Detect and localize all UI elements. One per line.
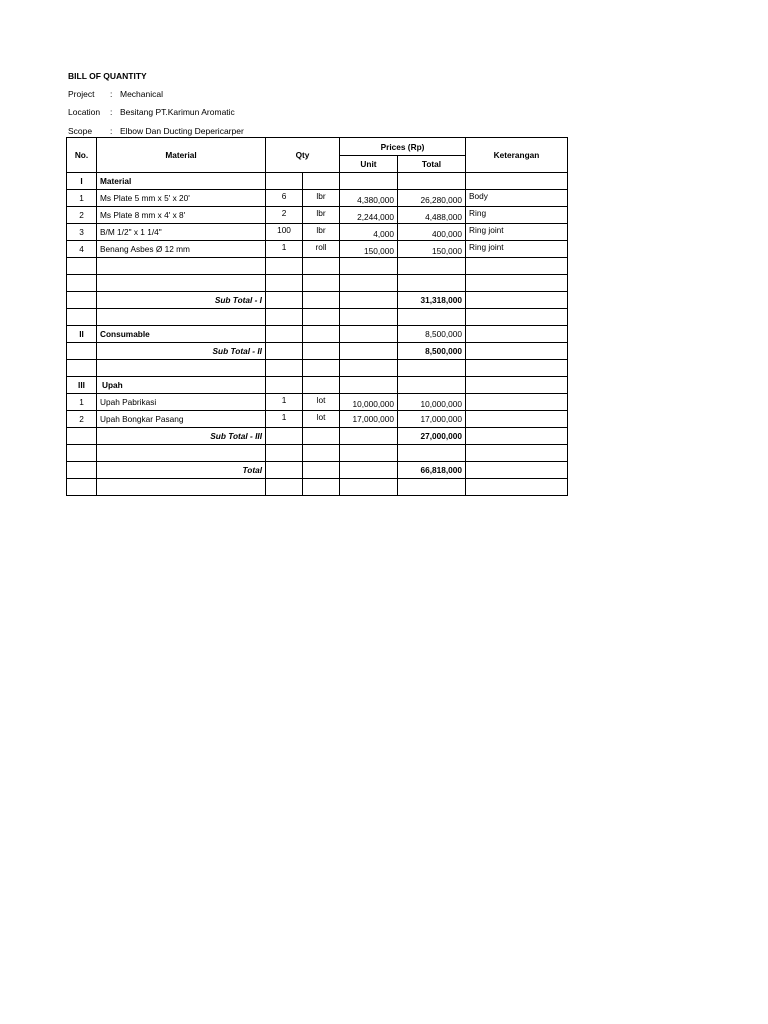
header-row <box>67 138 568 156</box>
section-no: III <box>67 377 97 394</box>
header-qty: Qty <box>266 138 340 173</box>
meta-value: Mechanical <box>120 89 163 99</box>
item-qty: 100 <box>266 224 303 241</box>
header-keterangan: Keterangan <box>466 138 568 173</box>
boq-table <box>66 137 568 496</box>
header-unit: Unit <box>340 156 398 173</box>
item-material: Upah Bongkar Pasang <box>97 411 266 428</box>
section-title: Upah <box>97 377 266 394</box>
header-material: Material <box>97 138 266 173</box>
grand-total-row <box>67 462 568 479</box>
item-uom: lot <box>303 411 340 428</box>
item-total: 10,000,000 <box>398 394 466 411</box>
meta-value: Elbow Dan Ducting Depericarper <box>120 126 244 136</box>
subtotal-label: Sub Total - III <box>97 428 266 445</box>
item-qty: 1 <box>266 241 303 258</box>
empty-row <box>67 275 568 292</box>
section-no: I <box>67 173 97 190</box>
table-row <box>67 394 568 411</box>
meta-colon: : <box>110 89 113 99</box>
meta-label: Location <box>68 107 101 117</box>
item-uom: lbr <box>303 207 340 224</box>
meta-colon: : <box>110 107 113 117</box>
grand-total-label: Total <box>97 462 266 479</box>
subtotal-value: 31,318,000 <box>398 292 466 309</box>
item-total: 26,280,000 <box>398 190 466 207</box>
item-uom: roll <box>303 241 340 258</box>
header-total: Total <box>398 156 466 173</box>
section-title: Consumable <box>97 326 266 343</box>
item-total: 17,000,000 <box>398 411 466 428</box>
item-no: 1 <box>67 394 97 411</box>
item-uom: lot <box>303 394 340 411</box>
item-unit-price: 150,000 <box>340 241 398 258</box>
item-unit-price: 4,000 <box>340 224 398 241</box>
subtotal-row <box>67 428 568 445</box>
item-total: 150,000 <box>398 241 466 258</box>
empty-row <box>67 479 568 496</box>
meta-colon: : <box>110 126 113 136</box>
item-qty: 1 <box>266 411 303 428</box>
item-keterangan: Ring joint <box>466 241 568 258</box>
section-row <box>67 377 568 394</box>
item-total: 4,488,000 <box>398 207 466 224</box>
section-row <box>67 326 568 343</box>
table-row <box>67 411 568 428</box>
item-qty: 2 <box>266 207 303 224</box>
table-row <box>67 207 568 224</box>
subtotal-value: 27,000,000 <box>398 428 466 445</box>
item-no: 2 <box>67 411 97 428</box>
item-total: 400,000 <box>398 224 466 241</box>
empty-row <box>67 360 568 377</box>
section-no: II <box>67 326 97 343</box>
meta-label: Project <box>68 89 95 99</box>
item-no: 1 <box>67 190 97 207</box>
subtotal-label: Sub Total - I <box>97 292 266 309</box>
section-row <box>67 173 568 190</box>
item-unit-price: 10,000,000 <box>340 394 398 411</box>
subtotal-row <box>67 292 568 309</box>
item-keterangan: Body <box>466 190 568 207</box>
item-material: B/M 1/2" x 1 1/4" <box>97 224 266 241</box>
section-title: Material <box>97 173 266 190</box>
header-prices: Prices (Rp) <box>340 138 466 156</box>
subtotal-value: 8,500,000 <box>398 343 466 360</box>
subtotal-label: Sub Total - II <box>97 343 266 360</box>
item-uom: lbr <box>303 224 340 241</box>
table-row <box>67 241 568 258</box>
empty-row <box>67 445 568 462</box>
item-keterangan: Ring <box>466 207 568 224</box>
item-unit-price: 2,244,000 <box>340 207 398 224</box>
table-row <box>67 224 568 241</box>
item-unit-price: 4,380,000 <box>340 190 398 207</box>
document-title: BILL OF QUANTITY <box>68 71 147 81</box>
item-keterangan: Ring joint <box>466 224 568 241</box>
empty-row <box>67 309 568 326</box>
subtotal-row <box>67 343 568 360</box>
item-unit-price: 17,000,000 <box>340 411 398 428</box>
item-material: Benang Asbes Ø 12 mm <box>97 241 266 258</box>
item-no: 2 <box>67 207 97 224</box>
item-uom: lbr <box>303 190 340 207</box>
item-material: Ms Plate 8 mm x 4' x 8' <box>97 207 266 224</box>
item-qty: 1 <box>266 394 303 411</box>
table-row <box>67 190 568 207</box>
grand-total-value: 66,818,000 <box>398 462 466 479</box>
item-qty: 6 <box>266 190 303 207</box>
header-no: No. <box>67 138 97 173</box>
meta-label: Scope <box>68 126 93 136</box>
item-no: 4 <box>67 241 97 258</box>
item-no: 3 <box>67 224 97 241</box>
item-material: Upah Pabrikasi <box>97 394 266 411</box>
meta-value: Besitang PT.Karimun Aromatic <box>120 107 235 117</box>
item-material: Ms Plate 5 mm x 5' x 20' <box>97 190 266 207</box>
empty-row <box>67 258 568 275</box>
section-total: 8,500,000 <box>398 326 466 343</box>
